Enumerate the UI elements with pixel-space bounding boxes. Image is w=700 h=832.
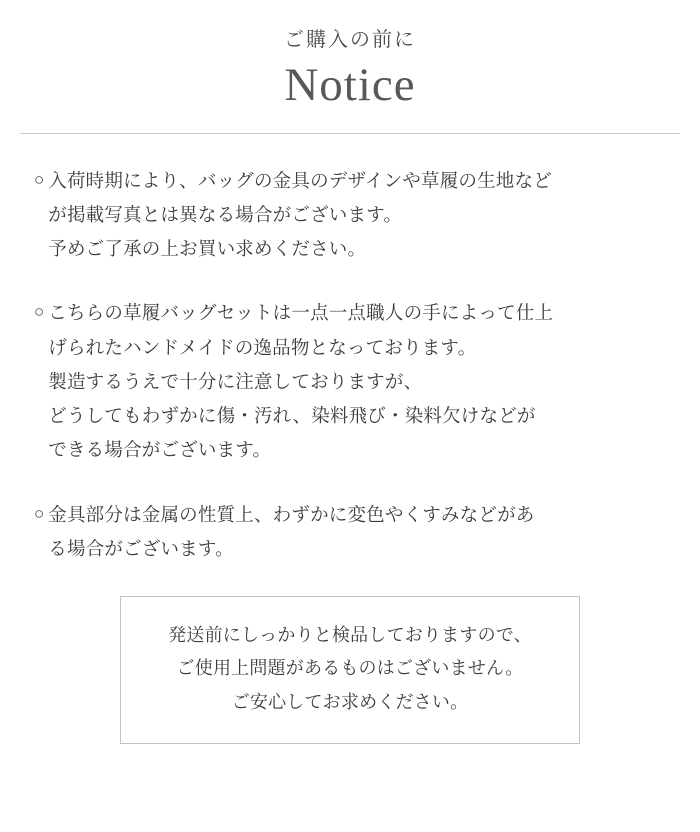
page-header [0, 0, 700, 134]
assurance-line: ご安心してお求めください。 [231, 691, 469, 712]
header-divider [20, 133, 680, 134]
note-line: が掲載写真とは異なる場合がございます。 [48, 203, 403, 225]
header-subtitle: ご購入の前に [284, 29, 416, 51]
note-line: できる場合がございます。 [48, 439, 272, 461]
circle-bullet-icon: ○ [34, 503, 45, 523]
list-item-body [48, 498, 672, 566]
notice-list [0, 164, 700, 566]
circle-bullet-icon: ○ [34, 169, 45, 189]
list-item [34, 164, 672, 267]
note-line: 予めご了承の上お買い求めください。 [48, 238, 367, 260]
page-title: Notice [284, 59, 416, 111]
assurance-line: ご使用上問題があるものはございません。 [176, 658, 524, 679]
list-item [34, 296, 672, 467]
assurance-line: 発送前にしっかりと検品しておりますので、 [168, 624, 532, 645]
note-line: 金具部分は金属の性質上、わずかに変色やくすみなどがあ [48, 503, 535, 525]
assurance-box [120, 596, 580, 744]
note-line: どうしてもわずかに傷・汚れ、染料飛び・染料欠けなどが [48, 405, 536, 427]
circle-bullet-icon: ○ [34, 302, 45, 322]
note-line: る場合がございます。 [48, 537, 234, 559]
note-line: 製造するうえで十分に注意しておりますが、 [48, 370, 423, 392]
note-line: 入荷時期により、バッグの金具のデザインや草履の生地など [48, 169, 552, 191]
list-item [34, 498, 672, 566]
list-item-body [48, 164, 672, 267]
note-line: こちらの草履バッグセットは一点一点職人の手によって仕上 [48, 302, 554, 324]
note-line: げられたハンドメイドの逸品物となっております。 [48, 336, 477, 358]
assurance-box-wrapper [0, 596, 700, 744]
list-item-body [48, 296, 672, 467]
